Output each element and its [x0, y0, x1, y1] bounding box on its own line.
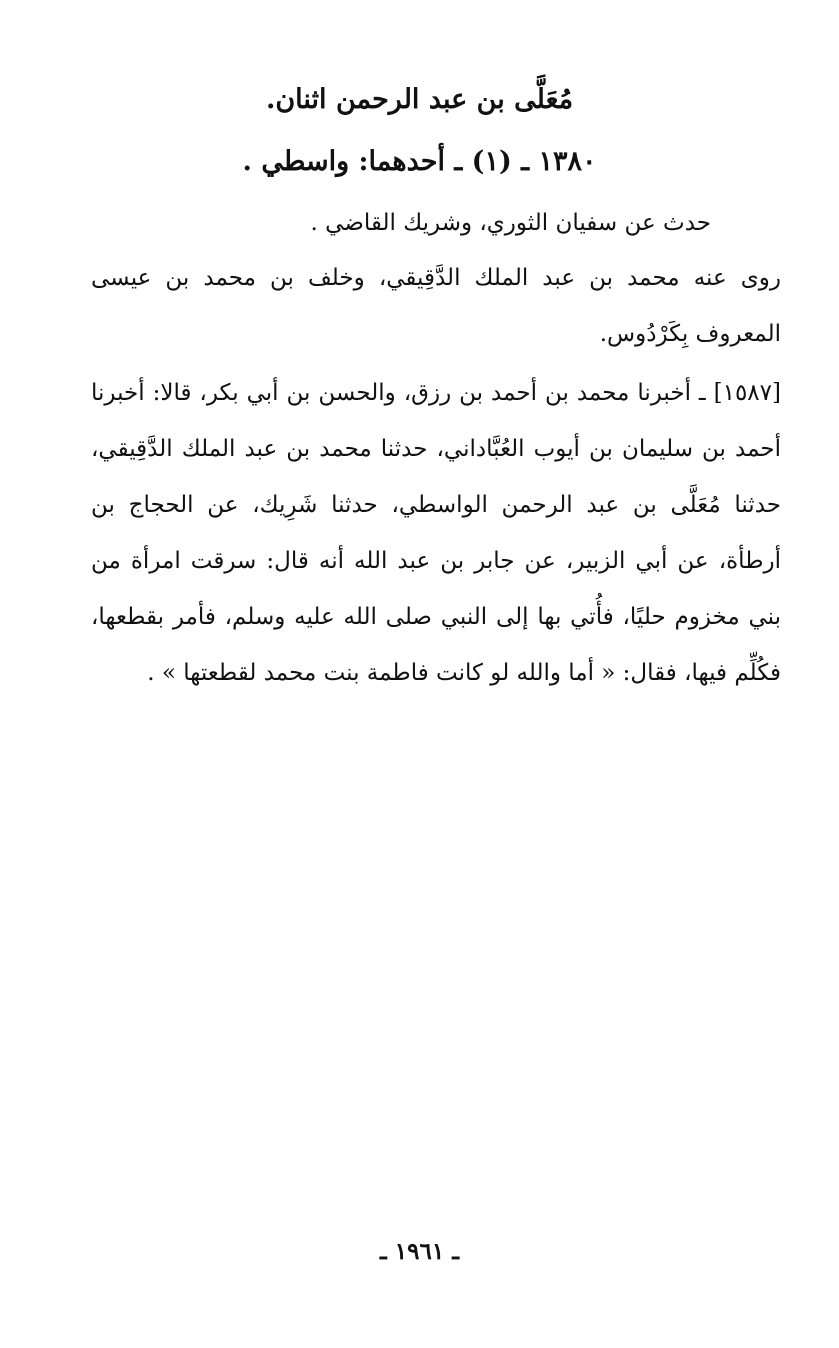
page-number: ـ ١٩٦١ ـ [380, 1238, 459, 1265]
paragraph-hadith: [١٥٨٧] ـ أخبرنا محمد بن أحمد بن رزق، والحسن بن أبي بكر، قالا: أخبرنا أحمد بن سليمان بن أيوب العُبَّاداني، حدثنا محمد بن عبد الملك الدَّقِيقي، حدثنا مُعَلَّى بن عبد الرحمن الواسطي، حدثنا شَرِيك، عن الحجاج بن أرطأة، عن أبي الزبير، عن جابر بن عبد الله أنه قال: سرقت امرأة من بني مخزوم حليًا، فأُتي بها إلى النبي صلى الله عليه وسلم، فأمر بقطعها، فكُلِّم فيها، فقال: « أما والله لو كانت فاطمة بنت محمد لقطعتها » . [91, 380, 781, 686]
chapter-title: مُعَلَّى بن عبد الرحمن اثنان. [265, 84, 574, 115]
entry-heading: ١٣٨٠ ـ (١) ـ أحدهما: واسطي . [242, 146, 597, 177]
paragraph-transmitters: روى عنه محمد بن عبد الملك الدَّقِيقي، وخلف بن محمد بن عيسى المعروف بِكَرْدُوس. [91, 265, 781, 347]
paragraph-narration: حدث عن سفيان الثوري، وشريك القاضي . [310, 210, 711, 236]
